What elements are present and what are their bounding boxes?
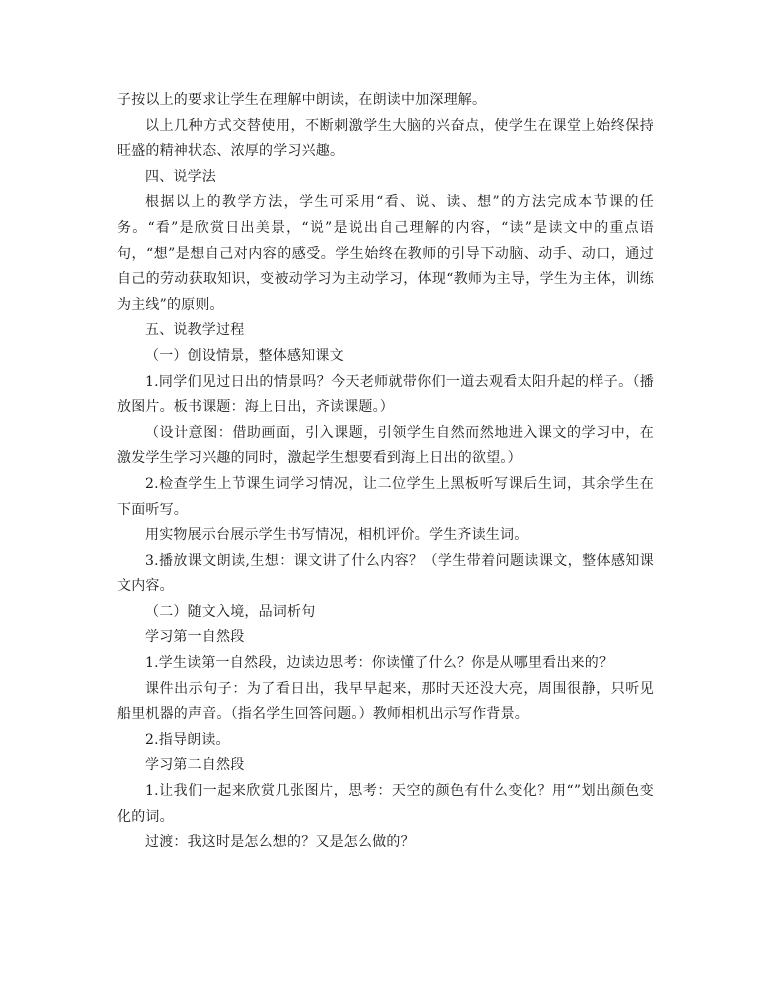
paragraph-display-evaluation: 用实物展示台展示学生书写情况，相机评价。学生齐读生词。 — [145, 527, 529, 544]
subsection-heading-word-analysis: （二）随文入境，品词析句 — [145, 603, 316, 620]
document-page — [117, 88, 654, 856]
heading-second-paragraph-study: 学习第二自然段 — [145, 757, 245, 774]
paragraph-courseware-sentence: 课件出示句子：为了看日出，我早早起来，那时天还没大亮，周围很静，只听见船里机器的声音。（指名学生回答问题。）教师相机出示写作背景。 — [117, 680, 654, 723]
paragraph-transition: 过渡：我这时是怎么想的？又是怎么做的？ — [145, 834, 415, 851]
paragraph-step-1: 1.同学们见过日出的情景吗？今天老师就带你们一道去观看太阳升起的样子。（播放图片。板书课题：海上日出，齐读课题。） — [117, 373, 654, 416]
paragraph-continuation: 子按以上的要求让学生在理解中朗读，在朗读中加深理解。 — [117, 92, 487, 108]
paragraph-second-study-step-1: 1.让我们一起来欣赏几张图片，思考：天空的颜色有什么变化？用“”划出颜色变化的词。 — [117, 783, 654, 825]
subsection-heading-scene-setting: （一）创设情景，整体感知课文 — [145, 347, 344, 364]
paragraph-learning-method: 根据以上的教学方法，学生可采用“看、说、读、想”的方法完成本节课的任务。“看”是欣赏日出美景，“说”是说出自己理解的内容，“读”是读文中的重点语句，“想”是想自己对内容的感受。学生始终在教师的引导下动脑、动手、动口，通过自己的劳动获取知识，变被动学习为主动学习，体现“教师为主导，学生为主体，训练为主线”的原则。 — [117, 194, 654, 313]
paragraph-reading-guidance: 2.指导朗读。 — [145, 731, 230, 748]
section-heading-learning-method: 四、说学法 — [145, 168, 216, 185]
section-heading-teaching-process: 五、说教学过程 — [145, 322, 245, 339]
paragraph-methods-summary: 以上几种方式交替使用，不断刺激学生大脑的兴奋点，使学生在课堂上始终保持旺盛的精神状态、浓厚的学习兴趣。 — [117, 117, 654, 160]
paragraph-step-2: 2.检查学生上节课生词学习情况，让二位学生上黑板听写课后生词，其余学生在下面听写。 — [117, 475, 654, 518]
paragraph-first-study-step-1: 1.学生读第一自然段，边读边思考：你读懂了什么？你是从哪里看出来的？ — [145, 655, 614, 672]
heading-first-paragraph-study: 学习第一自然段 — [145, 629, 245, 646]
paragraph-step-3: 3.播放课文朗读,生想：课文讲了什么内容？（学生带着问题读课文，整体感知课文内容。 — [117, 552, 654, 595]
paragraph-design-intent: （设计意图：借助画面，引入课题，引领学生自然而然地进入课文的学习中，在激发学生学习兴趣的同时，激起学生想要看到海上日出的欲望。） — [117, 424, 654, 467]
